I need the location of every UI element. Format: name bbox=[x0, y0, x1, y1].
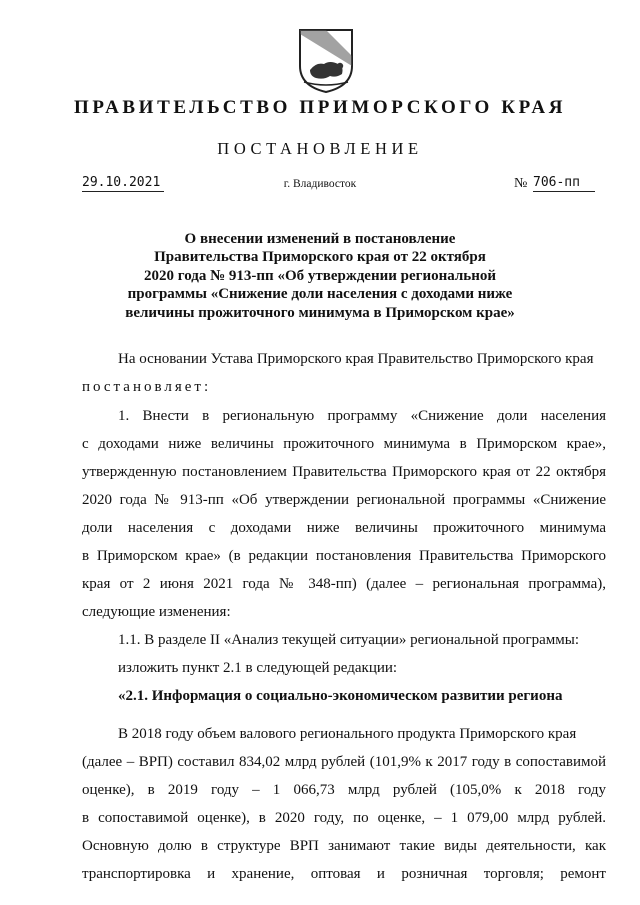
body-line: оценке), в 2019 году – 1 066,73 млрд рублей (105,0% к 2018 году bbox=[82, 782, 606, 798]
subject-line: программы «Снижение доли населения с доходами ниже bbox=[127, 286, 513, 303]
body-line: 2020 года № 913-пп «Об утверждении региональной программы «Снижение bbox=[82, 492, 606, 508]
subject-line: 2020 года № 913-пп «Об утверждении региональной bbox=[144, 267, 496, 284]
body-line: в Приморском крае» (в редакции постановления Правительства Приморского bbox=[82, 548, 606, 564]
subject-line: Правительства Приморского края от 22 октября bbox=[154, 249, 486, 266]
body-line: доли населения с доходами ниже величины прожиточного минимума bbox=[82, 520, 606, 536]
body-line: постановляет: bbox=[82, 379, 212, 395]
subject-line: величины прожиточного минимума в Приморском крае» bbox=[125, 304, 515, 321]
section-heading: «2.1. Информация о социально-экономическом развитии региона bbox=[118, 688, 563, 704]
body-line: 1. Внести в региональную программу «Снижение доли населения bbox=[118, 408, 606, 424]
number-sign: № bbox=[514, 176, 528, 191]
body-line: следующие изменения: bbox=[82, 604, 231, 620]
document-date: 29.10.2021 bbox=[82, 175, 164, 192]
government-title: ПРАВИТЕЛЬСТВО ПРИМОРСКОГО КРАЯ bbox=[73, 97, 567, 118]
body-line: 1.1. В разделе II «Анализ текущей ситуации» региональной программы: bbox=[118, 632, 580, 648]
body-line: с доходами ниже величины прожиточного минимума в Приморском крае», bbox=[82, 436, 606, 452]
coat-of-arms-icon bbox=[296, 26, 356, 94]
body-line: (далее – ВРП) составил 834,02 млрд рублей (101,9% к 2017 году в сопоставимой bbox=[82, 754, 606, 770]
body-line: утвержденную постановлением Правительства Приморского края от 22 октября bbox=[82, 464, 606, 480]
body-line: На основании Устава Приморского края Правительство Приморского края bbox=[118, 351, 594, 367]
document-type: ПОСТАНОВЛЕНИЕ bbox=[217, 139, 423, 158]
body-line: края от 2 июня 2021 года № 348-пп) (далее – региональная программа), bbox=[82, 576, 606, 592]
document-number: 706-пп bbox=[533, 175, 595, 192]
body-line: изложить пункт 2.1 в следующей редакции: bbox=[118, 660, 398, 676]
body-line: Основную долю в структуре ВРП занимают такие виды деятельности, как bbox=[82, 838, 606, 854]
subject-line: О внесении изменений в постановление bbox=[184, 231, 456, 247]
body-line: в сопоставимой оценке), в 2020 году, по оценке, – 1 079,00 млрд рублей. bbox=[82, 810, 606, 826]
body-line: В 2018 году объем валового регионального продукта Приморского края bbox=[118, 726, 577, 742]
body-line: транспортировка и хранение, оптовая и розничная торговля; ремонт bbox=[82, 866, 606, 882]
document-city: г. Владивосток bbox=[283, 178, 357, 190]
document-subject bbox=[0, 230, 640, 322]
